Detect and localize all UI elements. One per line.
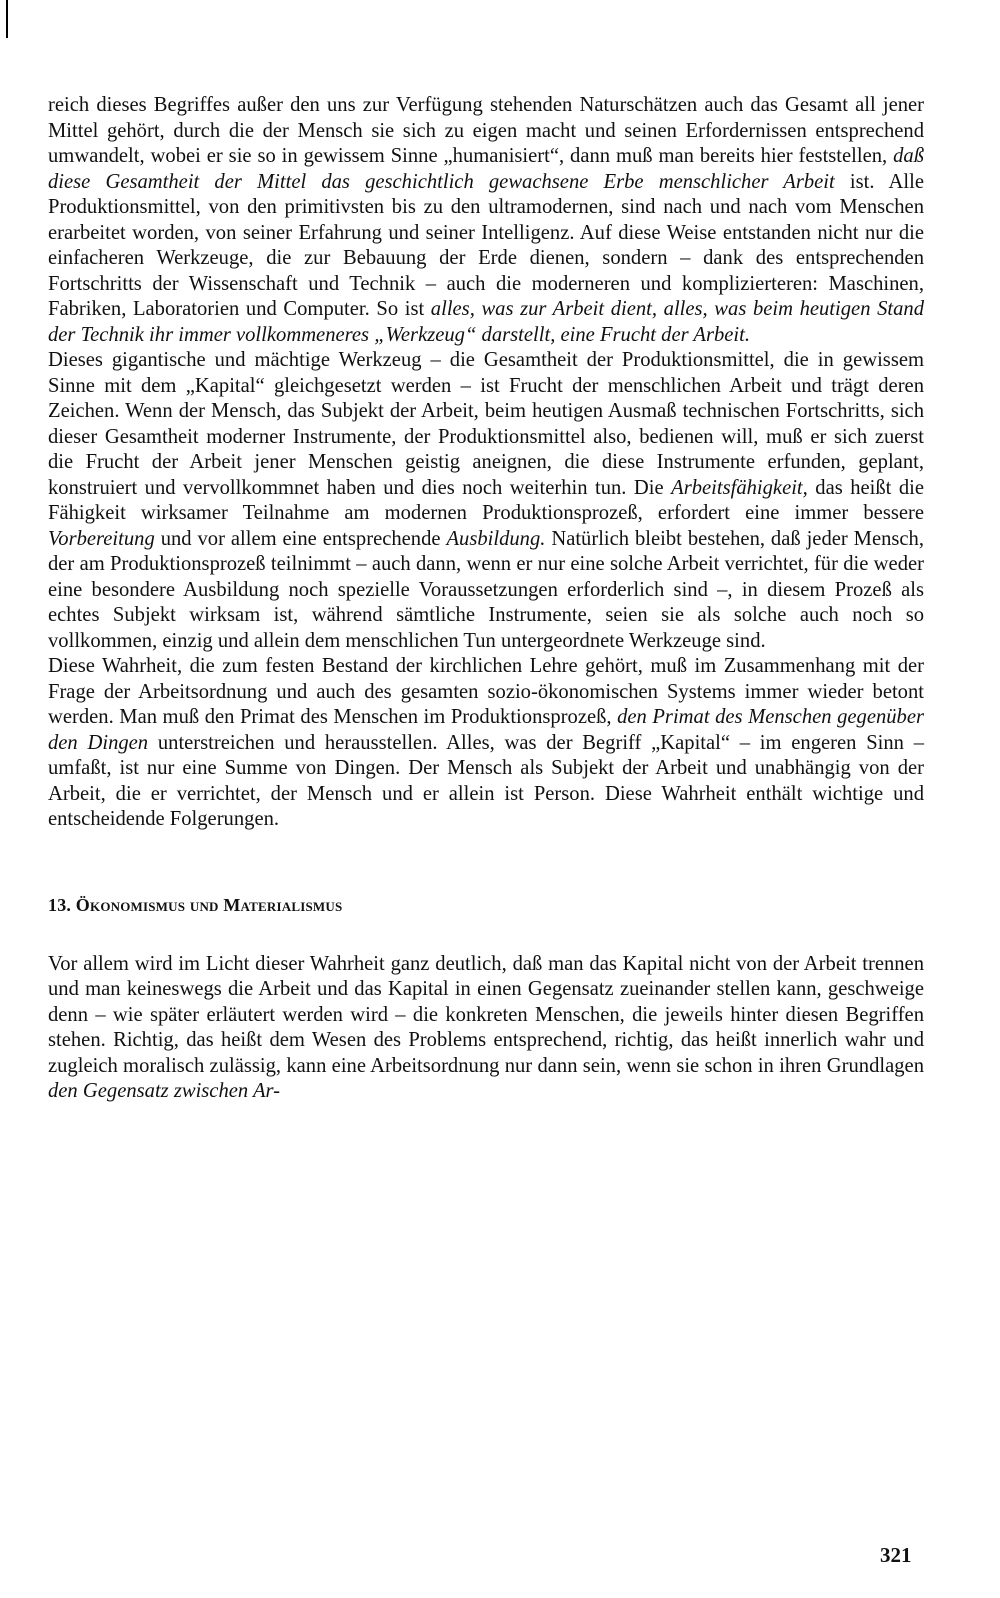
page-edge-mark <box>6 0 8 38</box>
text-run: ist. Alle Produktionsmittel, von den primitivsten bis zu den ultramodernen, sind nach und nach vom Menschen erarbeitet worden, von seiner Erfahrung und seiner Intelligenz. Auf diese Weise entstanden nicht nur die einfacheren Werkzeuge, die zur Bebauung der Erde dienen, sondern – dank des entsprechenden Fortschritts der Wissenschaft und Technik – auch die moderneren und komplizierteren: Maschinen, Fabriken, Laboratorien und Computer. So ist <box>48 170 924 320</box>
body-text <box>48 93 924 1105</box>
section-gap <box>48 918 924 952</box>
text-run: unterstreichen und herausstellen. Alles, was der Begriff „Kapital“ – im engeren Sinn – umfaßt, ist nur eine Summe von Dingen. Der Mensch als Subjekt der Arbeit und unabhängig von der Arbeit, die er verrichtet, der Mensch und er allein ist Person. Diese Wahrheit enthält wichtige und entscheidende Folgerungen. <box>48 731 924 830</box>
emphasis-run: Ausbildung. <box>446 527 546 550</box>
emphasis-run: den Gegensatz zwischen Ar- <box>48 1080 281 1102</box>
text-run: das heißt die Fähigkeit wirksamer Teilnahme am modernen Produktionsprozeß, erfordert eine immer bessere <box>48 476 924 524</box>
text-run: Diese Wahrheit, die zum festen Bestand der kirchlichen Lehre gehört, muß im Zusammenhang mit der Frage der Arbeitsordnung und auch des gesamten sozio-ökonomischen Systems immer wieder betont werden. Man muß den Primat des Menschen im Produktionsprozeß, <box>48 655 924 728</box>
text-run: Natürlich bleibt bestehen, daß jeder Mensch, der am Produktionsprozeß teilnimmt – auch dann, wenn er nur eine solche Arbeit verrichtet, für die weder eine besondere Ausbildung noch spezielle Voraussetzungen erforderlich sind –, in diesem Prozeß als echtes Subjekt wirksam ist, während sämtliche Instrumente, seien sie als solche auch noch so vollkommen, einzig und allein dem menschlichen Tun untergeordnete Werkzeuge sind. <box>48 527 924 652</box>
text-run: und vor allem eine entsprechende <box>154 527 447 550</box>
paragraph-2 <box>48 348 924 654</box>
text-run: Vor allem wird im Licht dieser Wahrheit ganz deutlich, daß man das Kapital nicht von der Arbeit trennen und man keineswegs die Arbeit und das Kapital in einen Gegensatz zueinander stellen kann, geschweige denn – wie später erläutert werden wird – die konkreten Menschen, die jeweils hinter diesen Begriffen stehen. Richtig, das heißt dem Wesen des Problems entsprechend, richtig, das heißt innerlich wahr und zugleich moralisch zulässig, kann eine Arbeitsordnung nur dann sein, wenn sie schon in ihren Grundlagen <box>48 952 924 1077</box>
paragraph-3 <box>48 654 924 833</box>
paragraph-1 <box>48 93 924 348</box>
emphasis-run: alles, was zur Arbeit dient, alles, was beim heutigen Stand der Technik ihr immer vollkommeneres „Werkzeug“ darstellt, eine Frucht der Arbeit. <box>48 298 924 346</box>
emphasis-run: Vorbereitung <box>48 527 155 550</box>
page-number: 321 <box>880 1543 912 1567</box>
text-run: Dieses gigantische und mächtige Werkzeug – die Gesamtheit der Produktionsmittel, die in gewissem Sinne mit dem „Kapital“ gleichgesetzt werden – ist Frucht der menschlichen Arbeit und trägt deren Zeichen. Wenn der Mensch, das Subjekt der Arbeit, beim heutigen Ausmaß technischen Fortschritts, sich dieser Gesamtheit moderner Instrumente, der Produktionsmittel also, bedienen will, muß er sich zuerst die Frucht der Arbeit jener Menschen geistig aneignen, die diese Instrumente erfunden, geplant, konstruiert und vervollkommnet haben und dies noch weiterhin tun. Die <box>48 349 924 499</box>
section-heading: 13. Ökonomismus und Materialismus <box>48 894 343 915</box>
emphasis-run: den Primat des Menschen gegenüber den Dingen <box>48 706 925 754</box>
section-gap <box>48 833 924 893</box>
text-run: reich dieses Begriffes außer den uns zur Verfügung stehenden Naturschätzen auch das Gesamt all jener Mittel gehört, durch die der Mensch sie sich zu eigen macht und seinen Erfordernissen entsprechend umwandelt, wobei er sie so in gewissem Sinne „humanisiert“, dann muß man bereits hier feststellen, <box>48 94 924 167</box>
emphasis-run: Arbeitsfähigkeit, <box>671 476 808 499</box>
paragraph-4 <box>48 952 924 1105</box>
emphasis-run: daß diese Gesamtheit der Mittel das geschichtlich gewachsene Erbe menschlicher Arbeit <box>48 145 924 193</box>
